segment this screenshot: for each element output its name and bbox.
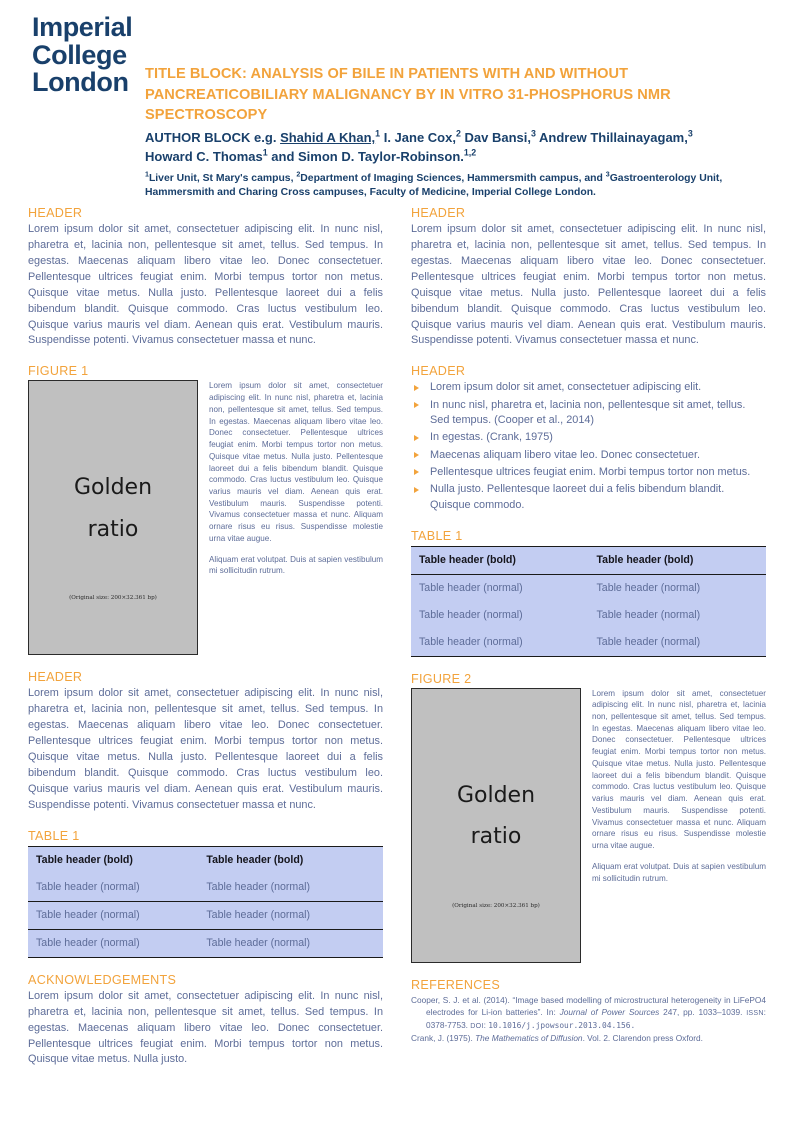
author-affil-marker: 3: [687, 128, 693, 139]
figure-2-image: [411, 688, 581, 963]
section-header-second: [28, 670, 383, 813]
figure-2-heading: FIGURE 2: [411, 671, 472, 686]
section-heading: HEADER: [28, 670, 83, 685]
author-affil-marker: 1: [375, 128, 381, 139]
poster-header: [0, 0, 794, 200]
reference-title: The Mathematics of Diffusion: [475, 1033, 583, 1044]
table-header-cell: Table header (bold): [28, 846, 198, 874]
table-header-cell: Table header (bold): [411, 546, 589, 574]
table-header-row: [411, 546, 766, 574]
figure-1-caption: [209, 380, 383, 655]
doi-label: DOI: [470, 1021, 484, 1030]
figure-caption-paragraph-1: Lorem ipsum dolor sit amet, consectetuer adipiscing elit. In nunc nisl, pharetra et, lacinia non, pellentesque sit amet, tellus. Sed tempus. In egestas. Maecenas aliquam libero vitae leo. Donec consectetuer. Pellentesque ultrices feugiat enim. Morbi tempus tortor non metus. Quisque vitae metus. Nulla justo. Pellentesque laoreet dui a felis bibendum blandit. Quisque commodo. Cras luctus vestibulum leo. Quisque varius mauris vel diam. Aenean quis erat. Vestibulum mauris. Suspendisse potenti. Vivamus consectetuer massa et nunc. Aliquam ornare risus eu risus. Suspendisse molestie urna vitae augue.: [592, 688, 766, 851]
table-row: [28, 874, 383, 902]
triangle-bullet-icon: [414, 487, 419, 493]
logo-line-1: Imperial College: [32, 12, 133, 70]
figure-caption-paragraph-2: Aliquam erat volutpat. Duis at sapien vestibulum mi sollicitudin rutrum.: [209, 554, 383, 576]
affil-marker: 3: [605, 171, 610, 179]
section-header-intro: [28, 206, 383, 349]
author-block: AUTHOR BLOCK e.g. Shahid A Khan,$^1$ I. Jane Cox,$^2$ Dav Bansi,$^3$ Andrew Thillainayagam,$^3$ Howard C. Thomas$^1$ and Simon D. Taylor-Robinson.$^{1,2}$: [145, 128, 693, 164]
section-table-1-right: [411, 529, 766, 657]
table-header-cell: Table header (bold): [198, 846, 383, 874]
data-table: [28, 846, 383, 958]
left-column: [28, 206, 383, 1083]
author-prefix: AUTHOR BLOCK e.g.: [145, 130, 281, 146]
table-cell: Table header (normal): [411, 574, 589, 602]
author-affil-marker: 3: [530, 128, 536, 139]
table-cell: Table header (normal): [28, 901, 198, 929]
affiliations: [145, 172, 764, 201]
reference-item: [411, 1032, 766, 1044]
table-1-heading: TABLE 1: [411, 528, 463, 543]
section-heading: HEADER: [411, 364, 466, 379]
author-affil-marker: 2: [455, 128, 461, 139]
figure-2-caption: [592, 688, 766, 963]
figure-label-line-1: Golden: [456, 782, 536, 808]
reference-journal: Journal of Power Sources: [559, 1006, 660, 1017]
issn-label: ISSN: [746, 1008, 764, 1017]
table-cell: Table header (normal): [589, 629, 767, 657]
imperial-college-london-logo: [32, 14, 232, 97]
list-item-label: Nulla justo. Pellentesque laoreet dui a felis bibendum blandit. Quisque commodo.: [430, 483, 725, 511]
reference-item: Cooper, S. J. et al. (2014). “Image based modelling of microstructural heterogeneity in LiFePO4 electrodes for Li-ion batteries”. In: Journal of Power Sources 247, pp. 1033–1039. ISSN: 0378-7753. DOI: 10.1016/j.jpowsour.2013.04.156.: [411, 994, 766, 1030]
reference-text: Cooper, S. J. et al. (2014). “Image based modelling of microstructural heterogeneity in LiFePO4 electrodes for Li-ion batteries”. In:: [411, 994, 766, 1017]
list-item-label: In egestas. (Crank, 1975): [430, 431, 553, 444]
reference-list: [411, 994, 766, 1045]
list-item-label: Lorem ipsum dolor sit amet, consectetuer adipiscing elit.: [430, 381, 702, 394]
page-title: TITLE BLOCK: ANALYSIS OF BILE IN PATIENTS WITH AND WITHOUT PANCREATICOBILIARY MALIGNANCY BY IN VITRO 31-PHOSPHORUS NMR SPECTROSCOPY: [145, 66, 671, 124]
figure-1-wrap: [28, 380, 383, 655]
list-item: [411, 430, 766, 446]
table-cell: Table header (normal): [28, 929, 198, 957]
figure-2-wrap: [411, 688, 766, 963]
list-item: [411, 380, 766, 396]
affiliation-3: Gastroenterology Unit, Hammersmith and Charing Cross campuses, Faculty of Medicine, Imperial College London.: [145, 172, 723, 198]
figure-label-line-2: ratio: [87, 517, 139, 543]
author-affil-marker: 1,2: [463, 147, 477, 158]
reference-volume: 247, pp. 1033–1039.: [659, 1006, 747, 1017]
figure-caption-paragraph-2: Aliquam erat volutpat. Duis at sapien vestibulum mi sollicitudin rutrum.: [592, 861, 766, 883]
list-item-label: In nunc nisl, pharetra et, lacinia non, pellentesque sit amet, tellus. Sed tempus. (Cooper et al., 2014): [430, 398, 746, 427]
figure-caption-paragraph-1: Lorem ipsum dolor sit amet, consectetuer adipiscing elit. In nunc nisl, pharetra et, lacinia non, pellentesque sit amet, tellus. Sed tempus. In egestas. Maecenas aliquam libero vitae leo. Donec consectetuer. Pellentesque ultrices feugiat enim. Morbi tempus tortor non metus. Quisque vitae metus. Nulla justo. Pellentesque laoreet dui a felis bibendum blandit. Quisque commodo. Cras luctus vestibulum leo. Quisque varius mauris vel diam. Aenean quis erat. Vestibulum mauris. Suspendisse potenti. Vivamus consectetuer massa et nunc. Aliquam ornare risus eu risus. Suspendisse molestie urna vitae augue.: [209, 381, 383, 543]
table-cell: Table header (normal): [198, 901, 383, 929]
section-header-intro-right: [411, 206, 766, 349]
figure-2-image-label: [412, 775, 580, 859]
title-area: [145, 16, 764, 200]
section-paragraph: Lorem ipsum dolor sit amet, consectetuer adipiscing elit. In nunc nisl, pharetra et, lacinia non, pellentesque sit amet, tellus. Sed tempus. In egestas. Maecenas aliquam libero vitae leo. Donec consectetuer. Pellentesque ultrices feugiat enim. Morbi tempus tortor non metus. Quisque vitae metus. Nulla justo. Pellentesque laoreet dui a felis bibendum blandit. Quisque commodo. Cras luctus vestibulum leo. Quisque varius mauris vel diam. Aenean quis erat. Vestibulum mauris. Suspendisse potenti. Vivamus consectetuer massa et nunc.: [28, 687, 383, 811]
table-header-cell: Table header (bold): [589, 546, 767, 574]
acknowledgements-paragraph: Lorem ipsum dolor sit amet, consectetuer adipiscing elit. In nunc nisl, pharetra et, lacinia non, pellentesque sit amet, tellus. Sed tempus. In egestas. Maecenas aliquam libero vitae leo. Donec consectetuer. Pellentesque ultrices feugiat enim. Morbi tempus tortor non metus. Quisque vitae metus. Nulla justo.: [28, 989, 383, 1066]
right-column: [411, 206, 766, 1083]
figure-label-line-2: ratio: [470, 824, 522, 850]
list-item-label: Maecenas aliquam libero vitae leo. Donec consectetuer.: [430, 448, 701, 461]
figure-label-line-1: Golden: [73, 475, 153, 501]
list-item: [411, 465, 766, 481]
table-row: [28, 929, 383, 957]
table-row: [411, 629, 766, 657]
figure-1-size-note: (Original size: 200×32.361 bp): [69, 595, 157, 602]
reference-suffix: . Vol. 2. Clarendon press Oxford.: [582, 1033, 703, 1044]
table-cell: Table header (normal): [411, 629, 589, 657]
references-heading: REFERENCES: [411, 977, 501, 992]
list-item: [411, 398, 766, 429]
section-figure-1: [28, 364, 383, 655]
data-table: [411, 546, 766, 657]
table-row: [28, 901, 383, 929]
triangle-bullet-icon: [414, 435, 419, 441]
author-primary-name: Shahid A Khan,: [280, 130, 376, 146]
affil-marker: 2: [296, 171, 301, 179]
table-1-heading: TABLE 1: [28, 828, 80, 843]
author-affil-marker: 1: [262, 147, 268, 158]
section-bullet-list: [411, 364, 766, 513]
affiliation-2: Department of Imaging Sciences, Hammersmith campus, and: [300, 172, 606, 184]
triangle-bullet-icon: [414, 402, 419, 408]
table-cell: Table header (normal): [596, 609, 701, 621]
table-row: [411, 574, 766, 602]
section-heading: HEADER: [28, 206, 83, 220]
section-references: [411, 978, 766, 1045]
table-cell: Table header (normal): [198, 929, 383, 957]
section-paragraph: Lorem ipsum dolor sit amet, consectetuer adipiscing elit. In nunc nisl, pharetra et, lacinia non, pellentesque sit amet, tellus. Sed tempus. In egestas. Maecenas aliquam libero vitae leo. Donec consectetuer. Pellentesque ultrices feugiat enim. Morbi tempus tortor non metus. Quisque vitae metus. Nulla justo. Pellentesque laoreet dui a felis bibendum blandit. Quisque commodo. Cras luctus vestibulum leo. Quisque varius mauris vel diam. Aenean quis erat. Vestibulum mauris. Suspendisse potenti. Vivamus consectetuer massa et nunc.: [28, 223, 383, 347]
list-item: [411, 482, 766, 513]
table-header-row: [28, 846, 383, 874]
table-cell: Table header (normal): [419, 609, 523, 621]
doi-value: 10.1016/j.jpowsour.2013.04.156.: [488, 1020, 636, 1030]
figure-1-heading: FIGURE 1: [28, 364, 89, 379]
section-table-1-left: [28, 829, 383, 958]
triangle-bullet-icon: [414, 452, 419, 458]
figure-2-size-note: (Original size: 200×32.361 bp): [452, 902, 540, 909]
bullet-list: [411, 380, 766, 513]
poster-body: [0, 206, 794, 1083]
table-cell: Table header (normal): [589, 574, 767, 602]
section-figure-2: [411, 672, 766, 963]
section-paragraph: Lorem ipsum dolor sit amet, consectetuer adipiscing elit. In nunc nisl, pharetra et, lacinia non, pellentesque sit amet, tellus. Sed tempus. In egestas. Maecenas aliquam libero vitae leo. Donec consectetuer. Pellentesque ultrices feugiat enim. Morbi tempus tortor non metus. Quisque vitae metus. Nulla justo. Pellentesque laoreet dui a felis bibendum blandit. Quisque commodo. Cras luctus vestibulum leo. Quisque varius mauris vel diam. Aenean quis erat. Vestibulum mauris. Suspendisse potenti. Vivamus consectetuer massa et nunc.: [411, 223, 766, 347]
reference-text: Crank, J. (1975).: [411, 1033, 476, 1044]
figure-1-image-label: [29, 467, 197, 551]
list-item-label: Pellentesque ultrices feugiat enim. Morbi tempus tortor non metus.: [430, 465, 751, 478]
list-item: [411, 448, 766, 464]
acknowledgements-heading: ACKNOWLEDGEMENTS: [28, 972, 177, 987]
issn-value: : 0378-7753.: [426, 1006, 766, 1030]
table-cell: Table header (normal): [206, 881, 311, 894]
table-cell: Table header (normal): [36, 881, 140, 894]
section-heading: HEADER: [411, 206, 466, 220]
triangle-bullet-icon: [414, 385, 419, 391]
figure-1-image: [28, 380, 198, 655]
section-acknowledgements: [28, 973, 383, 1069]
affiliation-1: Liver Unit, St Mary's campus,: [148, 172, 297, 184]
affil-marker: 1: [145, 171, 149, 179]
logo-line-2: London: [32, 67, 129, 98]
table-row: [411, 602, 766, 629]
triangle-bullet-icon: [414, 469, 419, 475]
